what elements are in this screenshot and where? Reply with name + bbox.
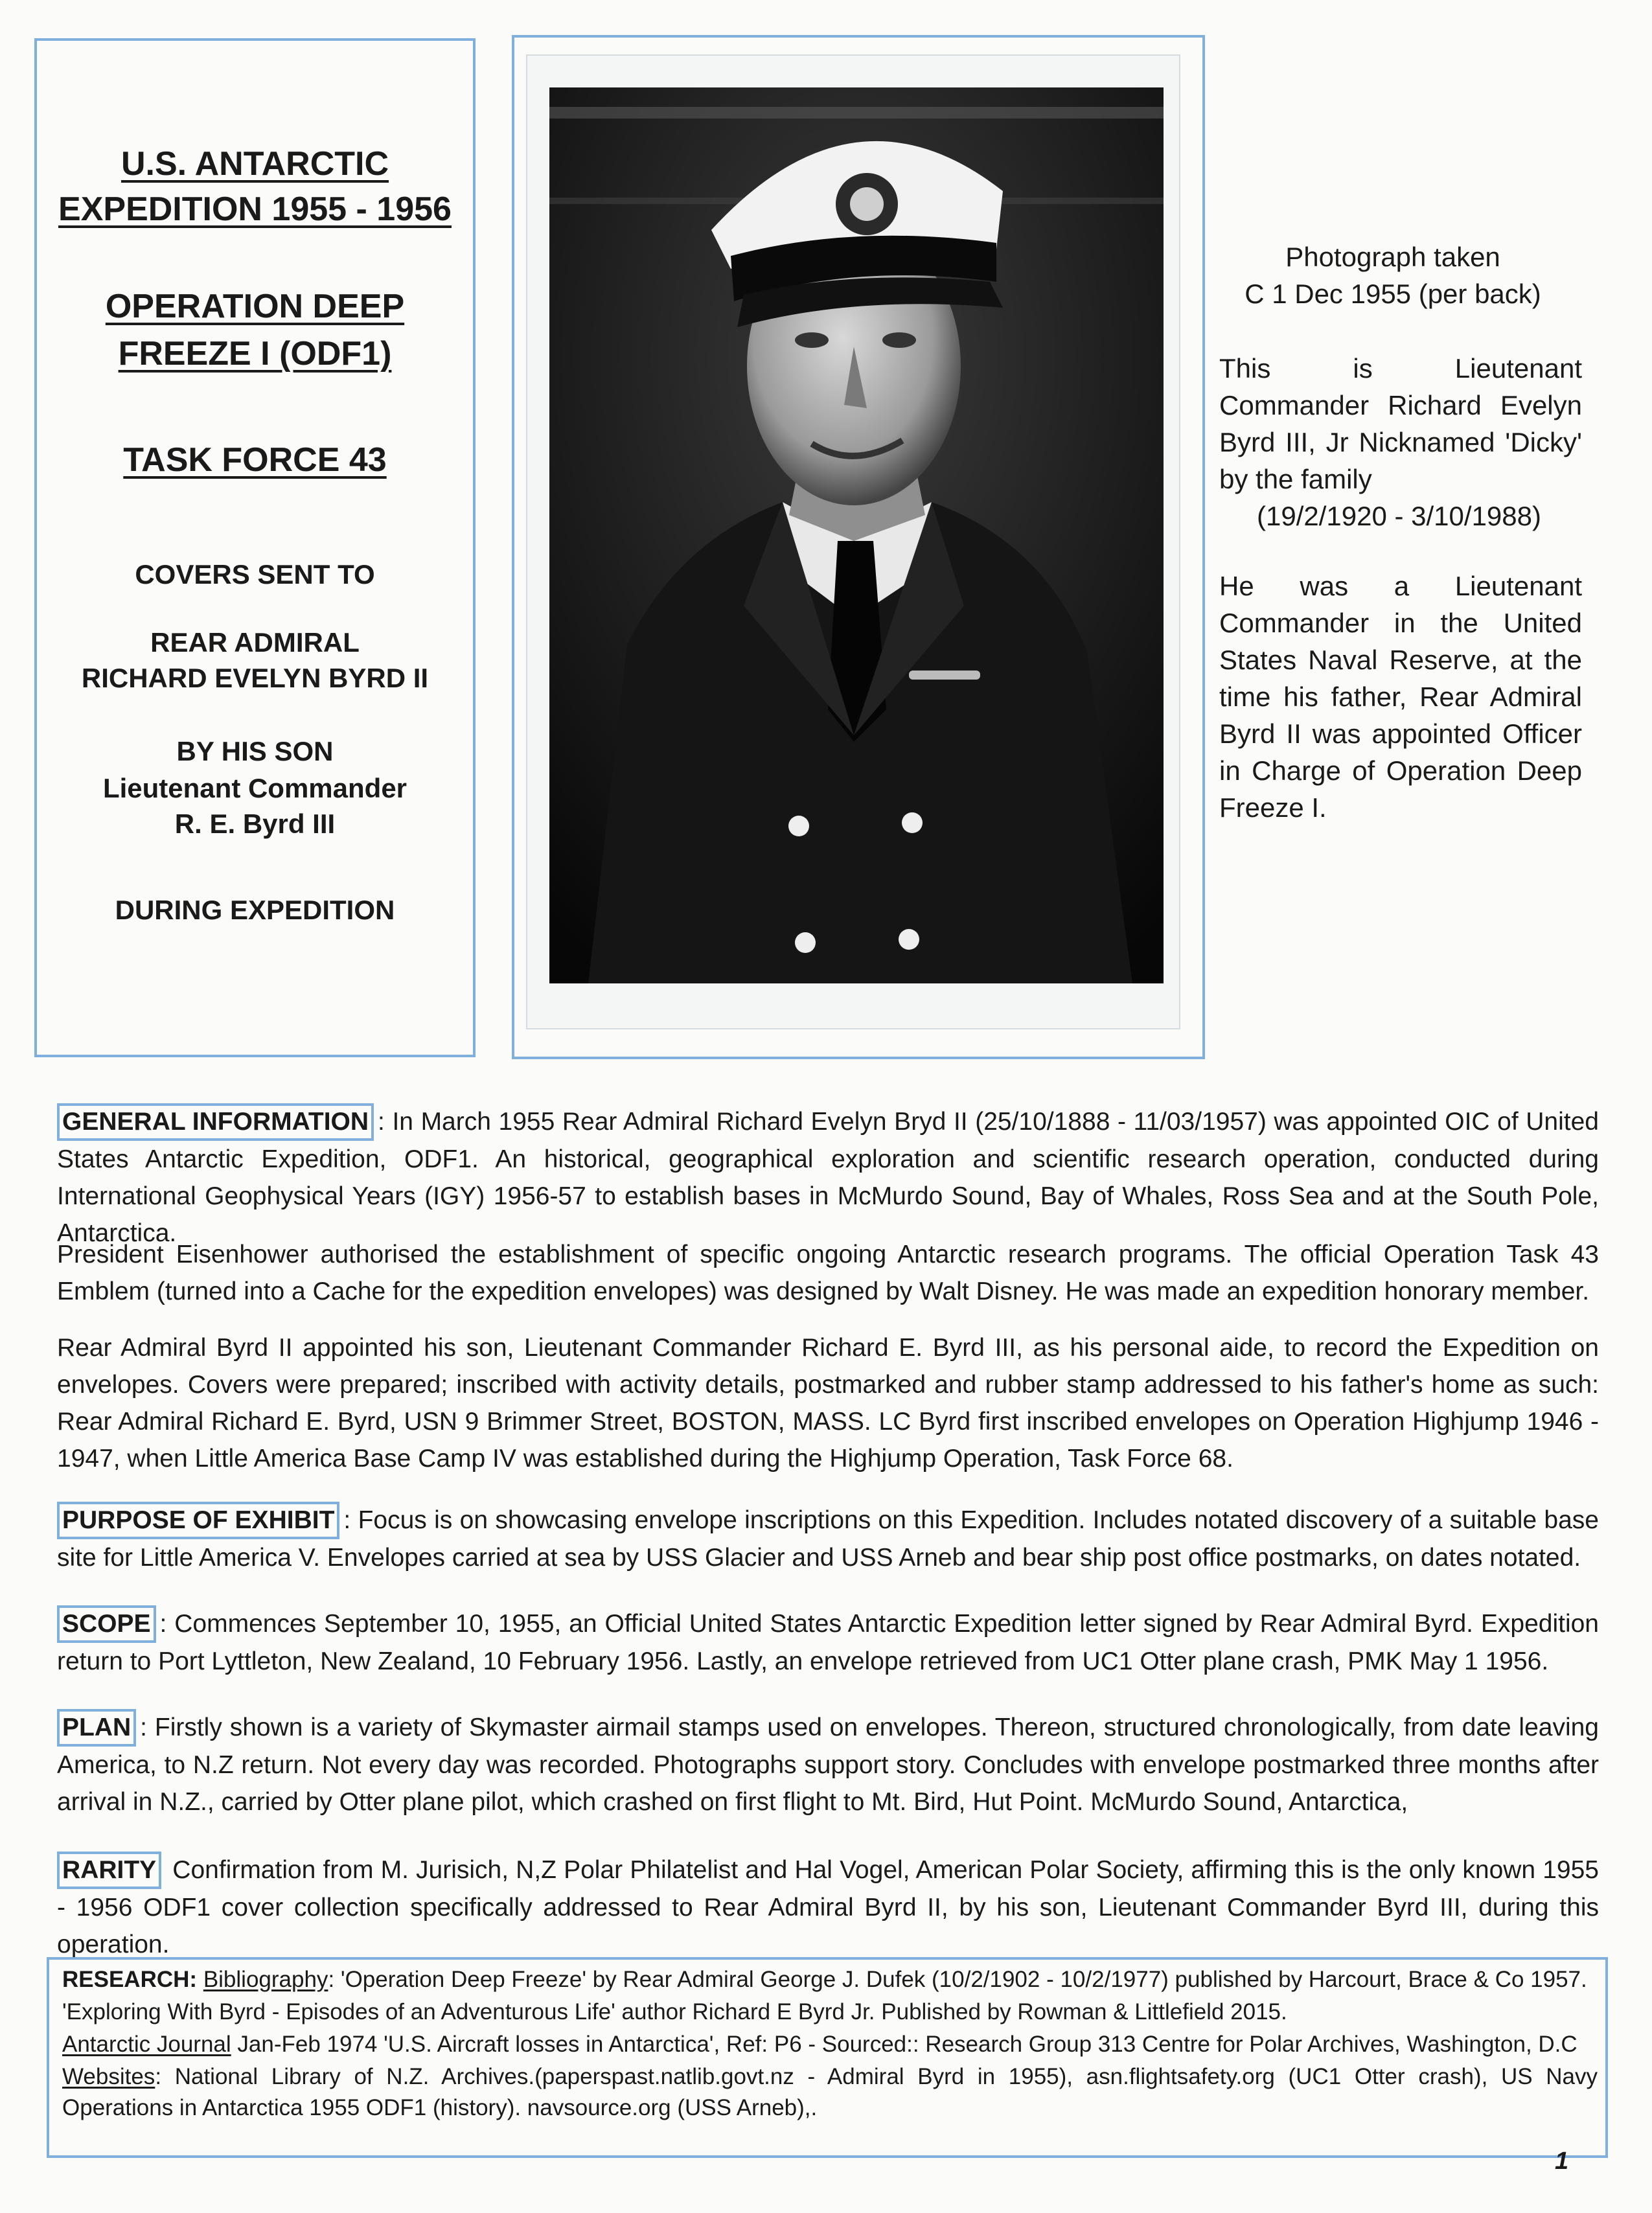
eisenhower-paragraph: President Eisenhower authorised the establishment of specific ongoing Antarctic research programs. The official Operation Task 43 Emblem (turned into a Cache for the expedition envelopes) was designed by Walt Disney. He was made an expedition honorary member.: [57, 1241, 1599, 1305]
title-line-3: OPERATION DEEP: [105, 288, 405, 325]
son-name: R. E. Byrd III: [174, 808, 336, 839]
covers-sent-to: COVERS SENT TO: [135, 559, 375, 590]
plan-label: PLAN: [57, 1709, 136, 1747]
caption-lifespan: (19/2/1920 - 3/10/1988): [1257, 501, 1541, 531]
research-label: RESEARCH:: [62, 1967, 198, 1992]
title-line-2: EXPEDITION 1955 - 1956: [58, 190, 452, 228]
photo-caption-line-1: Photograph taken: [1285, 242, 1500, 272]
title-line-4: FREEZE I (ODF1): [118, 335, 392, 373]
scope-text: : Commences September 10, 1955, an Official United States Antarctic Expedition letter signed by Rear Admiral Byrd. Expedition return to Port Lyttleton, New Zealand, 10 February 1956. Lastly, an envelope retrieved from UC1 Otter plane crash, PMK May 1 1956.: [57, 1610, 1599, 1675]
websites-text: : National Library of N.Z. Archives.(paperspast.natlib.govt.nz - Admiral Byrd in 1955), asn.flightsafety.org (UC1 Otter crash), US Navy Operations in Antarctica 1955 ODF1 (history). navsource.org (USS Arneb),.: [62, 2064, 1598, 2120]
page-number: 1: [1555, 2148, 1569, 2175]
title-line-1: U.S. ANTARCTIC: [120, 145, 389, 183]
journal-text: Jan-Feb 1974 'U.S. Aircraft losses in Antarctica', Ref: P6 - Sourced:: Research Group 313 Centre for Polar Archives, Washington, D.C: [231, 2032, 1577, 2057]
portrait-illustration: [549, 87, 1164, 983]
purpose-section: [57, 1502, 1599, 1576]
websites-label: Websites: [62, 2064, 155, 2089]
rarity-text: Confirmation from M. Jurisich, N,Z Polar Philatelist and Hal Vogel, American Polar Society, affirming this is the only known 1955 - 1956 ODF1 cover collection specifically addressed to Rear Admiral Byrd II, by his son, Lieutenant Commander Byrd III, during this operation.: [57, 1856, 1599, 1958]
portrait-photograph: [549, 87, 1164, 983]
journal-label: Antarctic Journal: [62, 2032, 231, 2057]
admiral-name: RICHARD EVELYN BYRD II: [81, 663, 429, 693]
title-line-5: TASK FORCE 43: [123, 441, 387, 479]
research-journal: [62, 2029, 1598, 2060]
research-bibliography: [62, 1964, 1598, 1995]
plan-text: : Firstly shown is a variety of Skymaster airmail stamps used on envelopes. Thereon, structured chronologically, from date leaving America, to N.Z return. Not every day was recorded. Photographs support story. Concludes with envelope postmarked three months after arrival in N.Z., carried by Otter plane pilot, which crashed on first flight to Mt. Bird, Hut Point. McMurdo Sound, Antarctica,: [57, 1714, 1599, 1816]
research-book-2: 'Exploring With Byrd - Episodes of an Adventurous Life' author Richard E Byrd Jr. Published by Rowman & Littlefield 2015.: [62, 1999, 1287, 2024]
purpose-text: : Focus is on showcasing envelope inscriptions on this Expedition. Includes notated discovery of a suitable base site for Little America V. Envelopes carried at sea by USS Glacier and USS Arneb and bear ship post office postmarks, on dates notated.: [57, 1506, 1599, 1572]
general-information-section: [57, 1103, 1599, 1252]
son-rank: Lieutenant Commander: [102, 773, 407, 803]
bibliography-text: : 'Operation Deep Freeze' by Rear Admiral George J. Dufek (10/2/1902 - 10/2/1977) published by Harcourt, Brace & Co 1957.: [328, 1967, 1587, 1992]
research-websites: [62, 2061, 1598, 2124]
caption-rank-text: He was a Lieutenant Commander in the United States Naval Reserve, at the time his father, Rear Admiral Byrd II was appointed Officer in Charge of Operation Deep Freeze I.: [1219, 571, 1582, 823]
scope-label: SCOPE: [57, 1605, 156, 1643]
rear-admiral-label: REAR ADMIRAL: [150, 627, 360, 658]
rarity-label: RARITY: [57, 1852, 161, 1889]
title-panel: [34, 38, 476, 1057]
bibliography-label: Bibliography: [203, 1967, 328, 1992]
by-his-son: BY HIS SON: [176, 736, 334, 766]
purpose-label: PURPOSE OF EXHIBIT: [57, 1502, 339, 1539]
byrd-aide-paragraph: Rear Admiral Byrd II appointed his son, Lieutenant Commander Richard E. Byrd III, as his personal aide, to record the Expedition on envelopes. Covers were prepared; inscribed with activity details, postmarked and rubber stamp addressed to his father's home as such: Rear Admiral Richard E. Byrd, USN 9 Brimmer Street, BOSTON, MASS. LC Byrd first inscribed envelopes on Operation Highjump 1946 - 1947, when Little America Base Camp IV was established during the Highjump Operation, Task Force 68.: [57, 1334, 1599, 1473]
plan-section: [57, 1709, 1599, 1820]
photo-caption-line-2: C 1 Dec 1955 (per back): [1245, 279, 1541, 309]
rarity-section: [57, 1852, 1599, 1963]
during-expedition: DURING EXPEDITION: [115, 895, 395, 925]
general-information-label: GENERAL INFORMATION: [57, 1103, 374, 1141]
scope-section: [57, 1605, 1599, 1680]
caption-identity-text: This is Lieutenant Commander Richard Evelyn Byrd III, Jr Nicknamed 'Dicky' by the family: [1219, 353, 1582, 494]
general-information-text: : In March 1955 Rear Admiral Richard Evelyn Bryd II (25/10/1888 - 11/03/1957) was appointed OIC of United States Antarctic Expedition, ODF1. An historical, geographical exploration and scientific research operation, conducted during International Geophysical Years (IGY) 1956-57 to establish bases in McMurdo Sound, Bay of Whales, Ross Sea and at the South Pole, Antarctica.: [57, 1108, 1599, 1247]
